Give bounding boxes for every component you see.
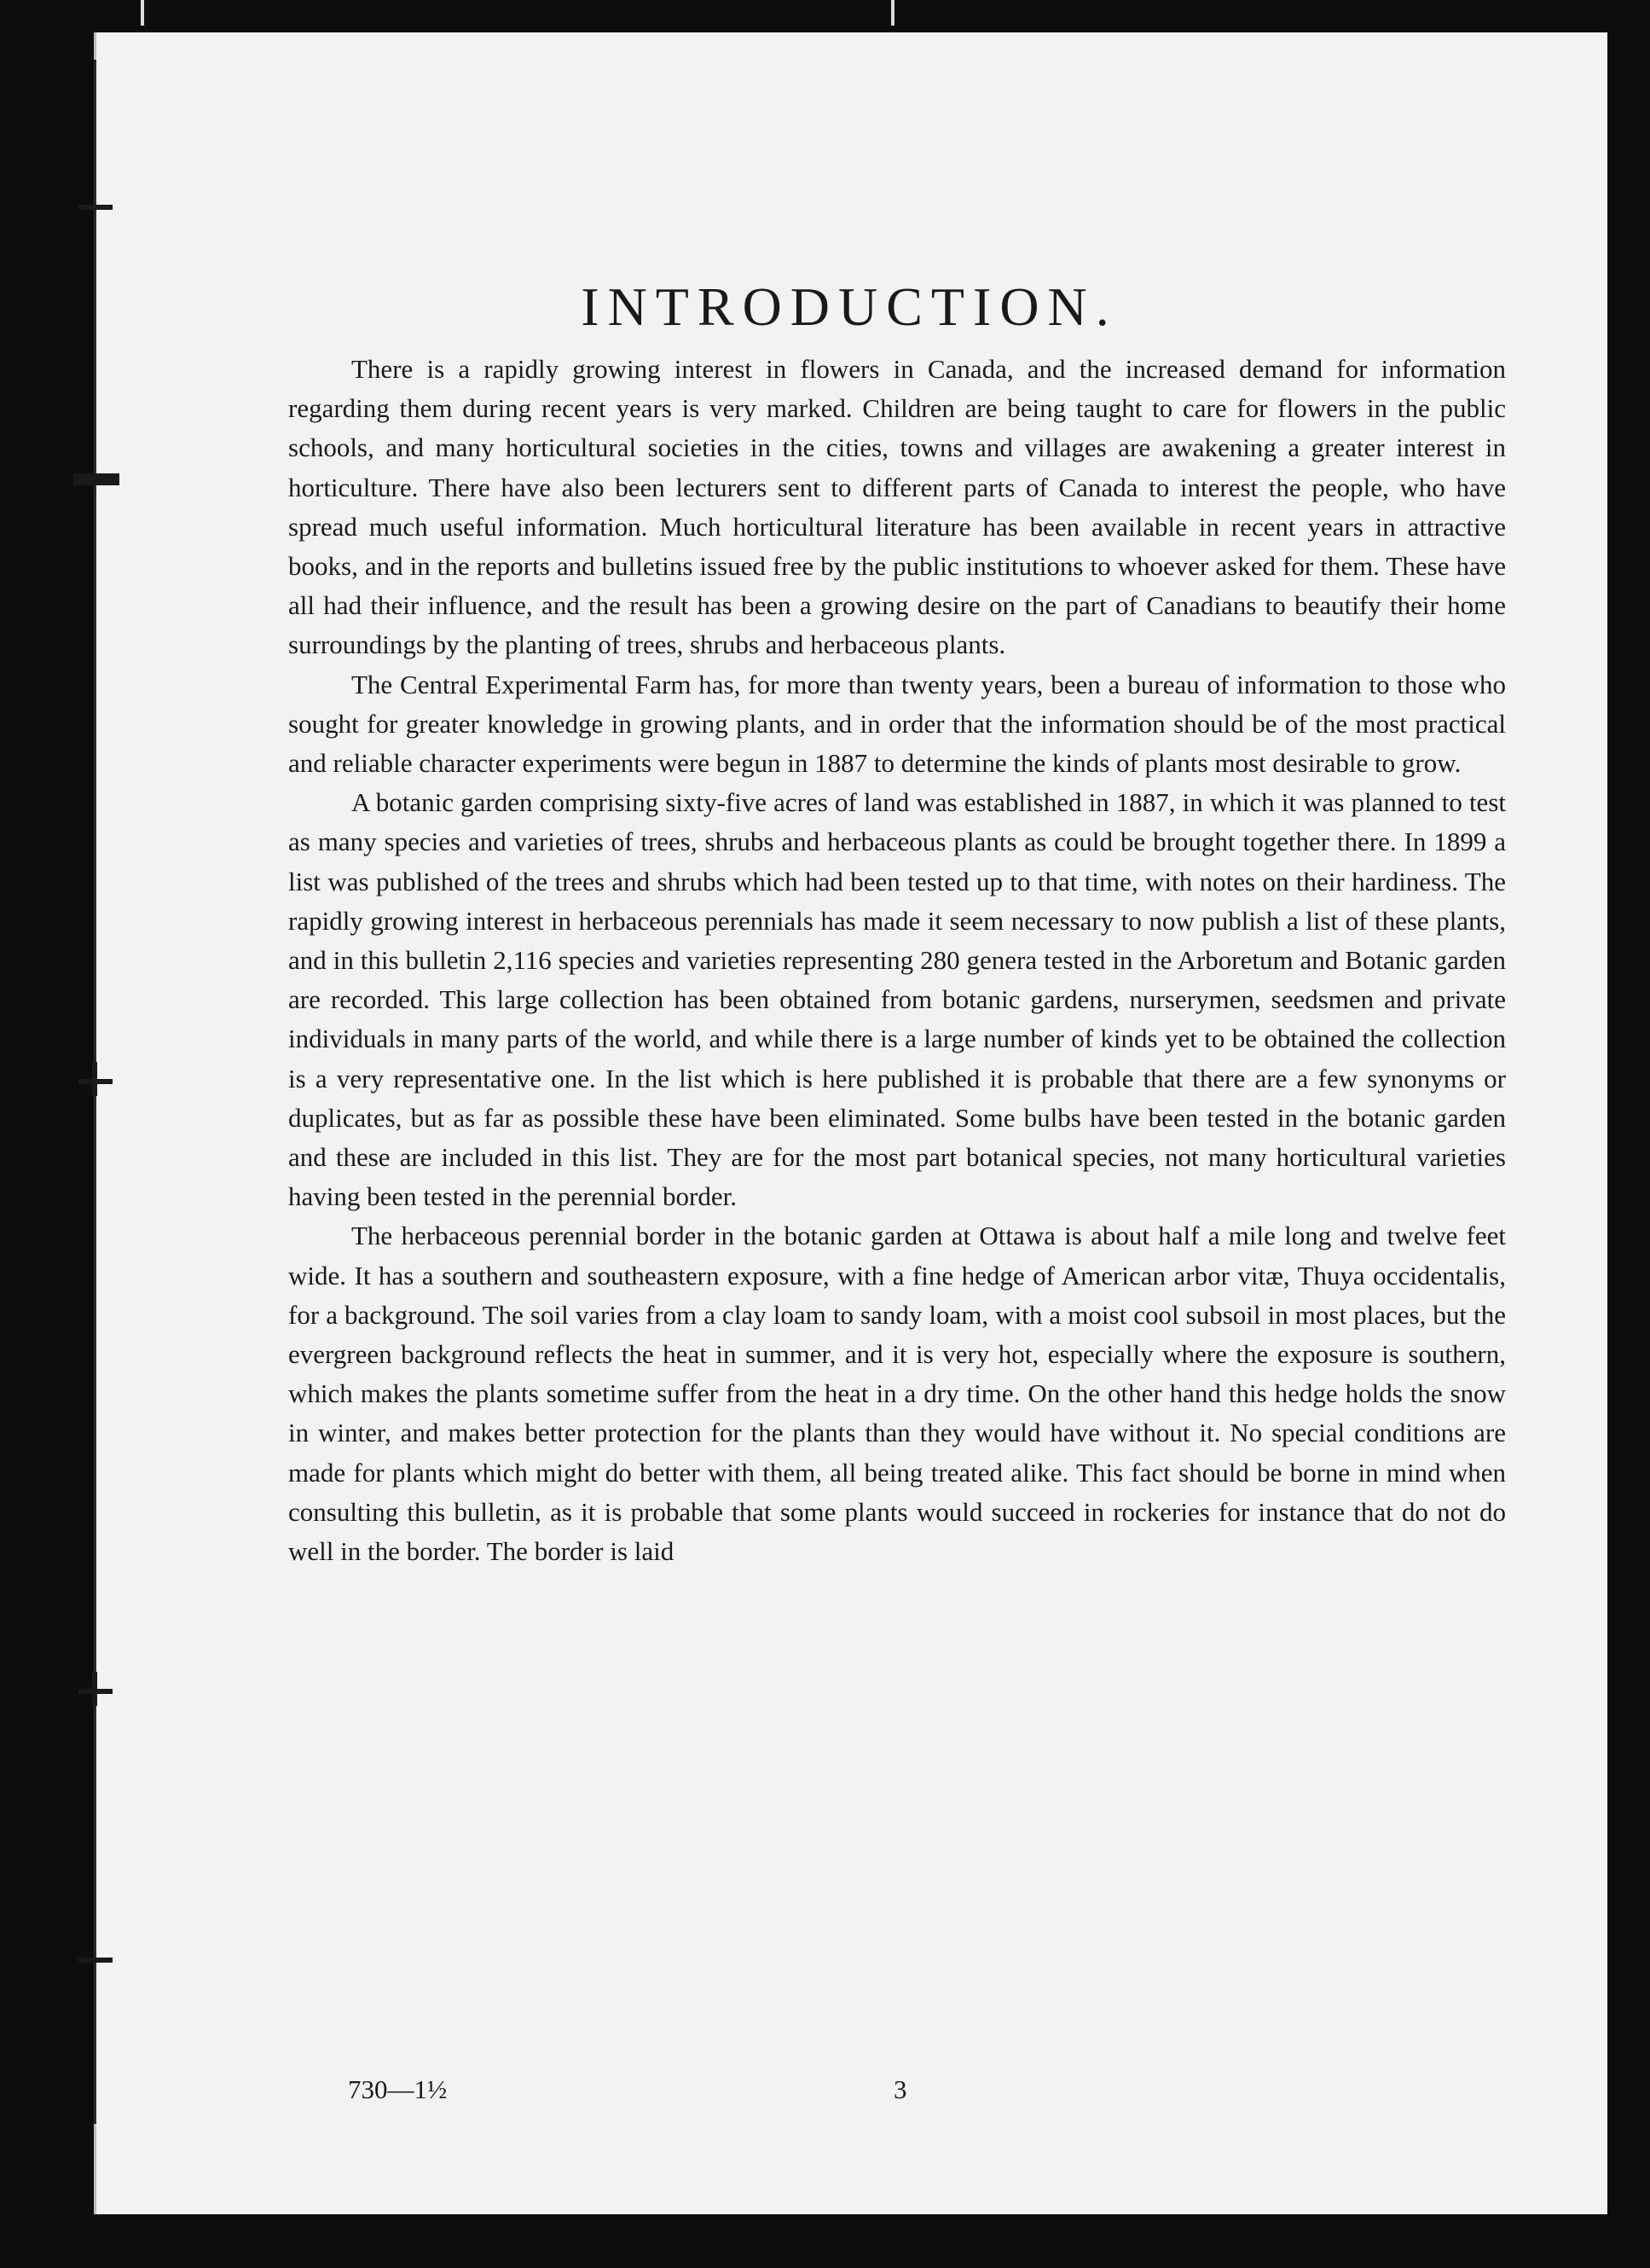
binding-mark xyxy=(92,1672,97,1706)
page-title: INTRODUCTION. xyxy=(581,276,1118,337)
binding-mark xyxy=(78,205,113,210)
page-number: 3 xyxy=(894,2074,907,2104)
paragraph: The Central Experimental Farm has, for more than twenty years, been a bureau of information to those who sought for greater knowledge in growing plants, and in order that the information should be of the most practical and reliable character experiments were begun in 1887 to determine the kinds of plants most desirable to grow. xyxy=(288,669,1506,779)
signature-mark: 730—1½ xyxy=(348,2074,448,2104)
paragraph: The herbaceous perennial border in the botanic garden at Ottawa is about half a mile long and twelve feet wide. It has a southern and southeastern exposure, with a fine hedge of American arbor vitæ, Thuya occidentalis, for a background. The soil varies from a clay loam to sandy loam, with a moist cool subsoil in most places, but the evergreen background reflects the heat in summer, and it is very hot, especially where the exposure is southern, which makes the plants sometime suffer from the heat in a dry time. On the other hand this hedge holds the snow in winter, and makes better protection for the plants than they would have without it. No special conditions are made for plants which might do better with them, all being treated alike. This fact should be borne in mind when consulting this bulletin, as it is probable that some plants would succeed in rockeries for instance that do not do well in the border. The border is laid xyxy=(288,1221,1506,1567)
paragraph: There is a rapidly growing interest in flowers in Canada, and the increased demand for information regarding them during recent years is very marked. Children are being taught to care for flowers in the public schools, and many horticultural societies in the cities, towns and villages are awakening a greater interest in horticulture. There have also been lecturers sent to different parts of Canada to interest the people, who have spread much useful information. Much horticultural literature has been available in recent years in attractive books, and in the reports and bulletins issued free by the public institutions to whoever asked for them. These have all had their influence, and the result has been a growing desire on the part of Canadians to beautify their home surroundings by the planting of trees, shrubs and herbaceous plants. xyxy=(288,354,1506,660)
binding-mark xyxy=(78,1958,113,1963)
binding-mark xyxy=(92,1062,97,1096)
scan-edge-mark xyxy=(891,0,894,26)
paragraph: A botanic garden comprising sixty-five acres of land was established in 1887, in which it was planned to test as many species and varieties of trees, shrubs and herbaceous plants as could be brought together there. In 1899 a list was published of the trees and shrubs which had been tested up to that time, with notes on their hardiness. The rapidly growing interest in herbaceous perennials has made it seem necessary to now publish a list of these plants, and in this bulletin 2,116 species and varieties representing 280 genera tested in the Arboretum and Botanic garden are recorded. This large collection has been obtained from botanic gardens, nurserymen, seedsmen and private individuals in many parts of the world, and while there is a large number of kinds yet to be obtained the collection is a very representative one. In the list which is here published it is probable that there are a few synonyms or duplicates, but as far as possible these have been eliminated. Some bulbs have been tested in the botanic garden and these are included in this list. They are for the most part botanical species, not many horticultural varieties having been tested in the perennial border. xyxy=(288,787,1506,1212)
binding-mark xyxy=(73,473,119,485)
body-text xyxy=(288,350,1506,1571)
scan-edge-mark xyxy=(141,0,144,26)
